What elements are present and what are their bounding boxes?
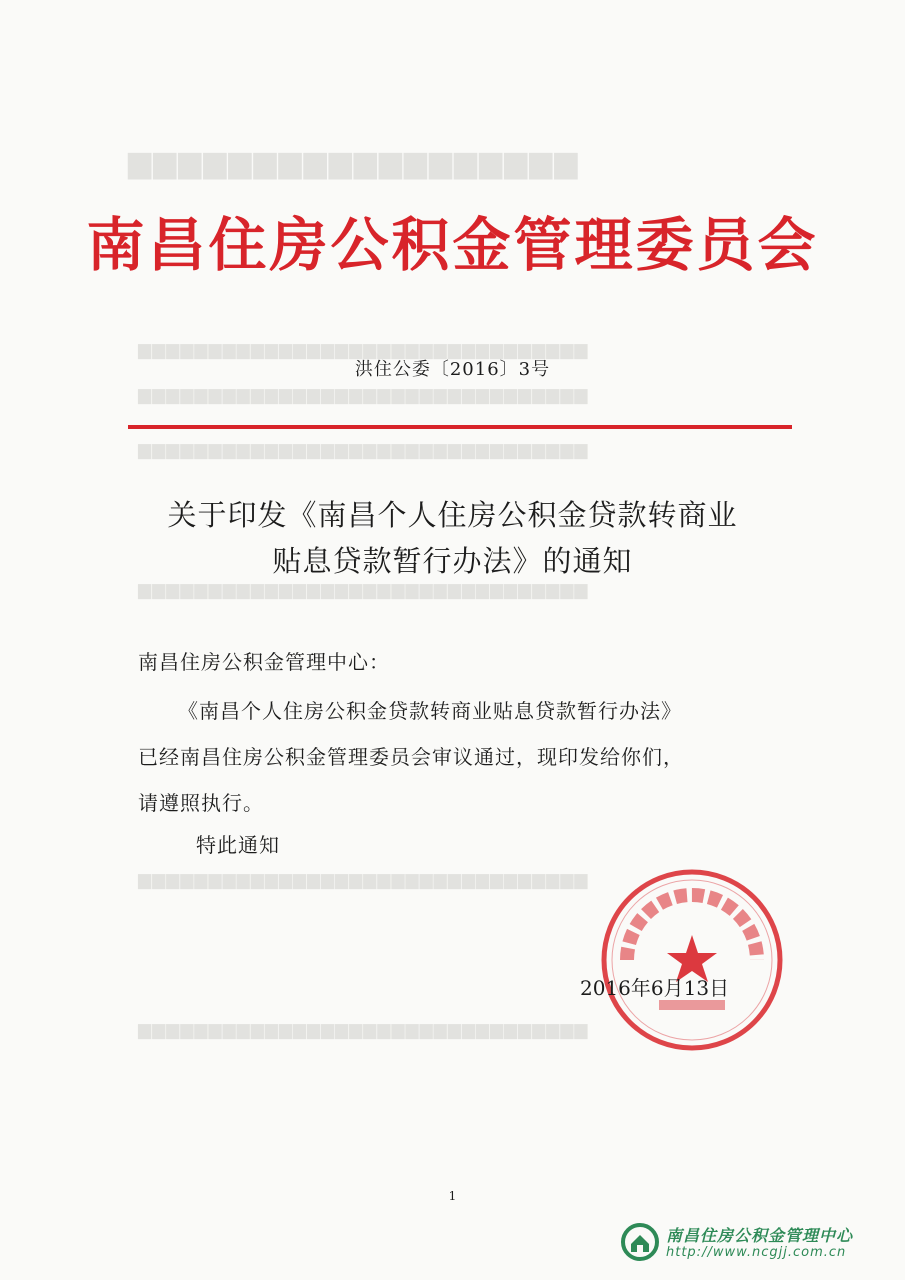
page-number: 1	[448, 1189, 457, 1203]
body-line: 已经南昌住房公积金管理委员会审议通过，现印发给你们，	[138, 745, 684, 769]
title-line: 关于印发《南昌个人住房公积金贷款转商业	[167, 498, 738, 532]
bleed-through-text: ▆▆▆▆▆▆▆▆▆▆▆▆▆▆▆▆▆▆▆▆▆▆▆▆▆▆▆▆▆▆▆▆	[138, 870, 589, 890]
closing-remark: 特此通知	[196, 833, 280, 857]
document-title	[100, 492, 805, 584]
issue-date: 2016年6月13日	[580, 976, 730, 1000]
body-line: 《南昌个人住房公积金贷款转商业贴息贷款暂行办法》	[178, 699, 682, 723]
bleed-through-text: ▆▆▆▆▆▆▆▆▆▆▆▆▆▆▆▆▆▆▆▆▆▆▆▆▆▆▆▆▆▆▆▆	[138, 340, 589, 360]
bleed-through-text: ▆▆▆▆▆▆▆▆▆▆▆▆▆▆▆▆▆▆▆▆▆▆▆▆▆▆▆▆▆▆▆▆	[138, 1020, 589, 1040]
body-line: 请遵照执行。	[138, 791, 264, 815]
issuer-heading: 南昌住房公积金管理委员会	[86, 211, 819, 279]
footer-org-name: 南昌住房公积金管理中心	[666, 1226, 854, 1245]
body-paragraph	[138, 688, 788, 826]
red-separator-line	[128, 425, 792, 429]
document-number: 洪住公委〔2016〕3号	[354, 359, 551, 380]
bleed-through-text: ▆▆▆▆▆▆▆▆▆▆▆▆▆▆▆▆▆▆▆▆▆▆▆▆▆▆▆▆▆▆▆▆	[138, 385, 589, 405]
bleed-through-text: ▆▆▆▆▆▆▆▆▆▆▆▆▆▆▆▆▆▆▆▆▆▆▆▆▆▆▆▆▆▆▆▆	[138, 440, 589, 460]
house-logo-icon	[620, 1222, 660, 1262]
title-line: 贴息贷款暂行办法》的通知	[272, 544, 633, 578]
bleed-through-text: ▆▆▆▆▆▆▆▆▆▆▆▆▆▆▆▆▆▆	[128, 145, 580, 180]
official-seal-icon	[597, 865, 787, 1055]
addressee: 南昌住房公积金管理中心：	[138, 650, 390, 674]
bleed-through-text: ▆▆▆▆▆▆▆▆▆▆▆▆▆▆▆▆▆▆▆▆▆▆▆▆▆▆▆▆▆▆▆▆	[138, 580, 589, 600]
footer-website-link[interactable]: http://www.ncgjj.com.cn	[666, 1245, 847, 1260]
